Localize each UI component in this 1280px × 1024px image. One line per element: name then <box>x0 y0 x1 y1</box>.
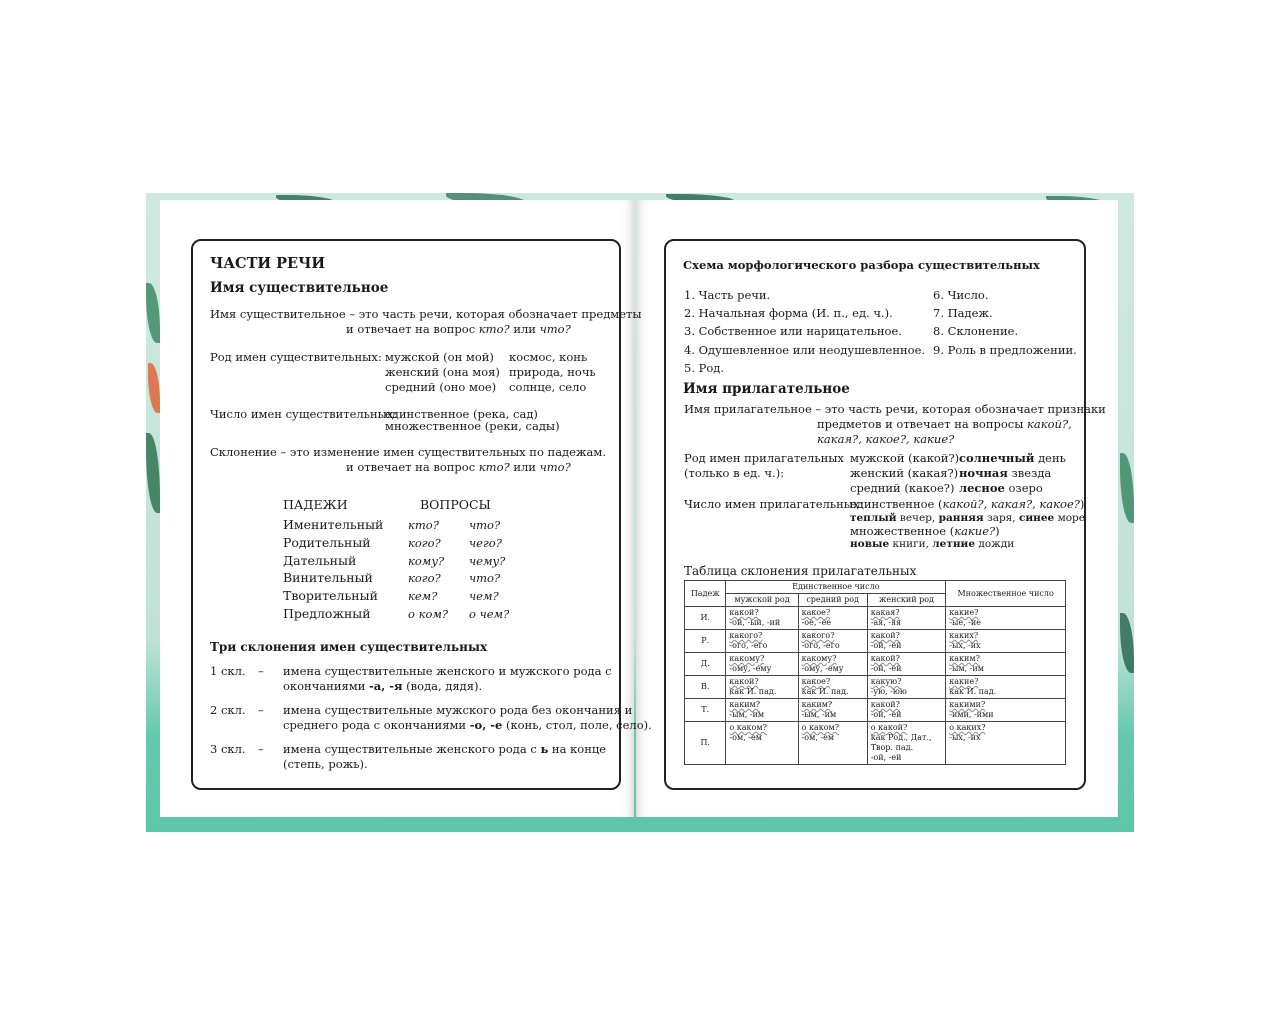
case-question: кто? <box>408 518 439 532</box>
table-cell: каким? -ым, -им <box>726 699 798 722</box>
case-name: Винительный <box>283 570 373 585</box>
case-name: Дательный <box>283 553 357 568</box>
table-subheader: женский род <box>867 594 946 607</box>
declension-text: имена существительные мужского рода без окончания и <box>283 703 633 717</box>
table-row <box>685 607 1066 630</box>
leaf-decoration <box>148 363 160 413</box>
declension-table <box>684 580 1066 765</box>
table-cell: о каком? -ом, -ем <box>798 722 867 765</box>
table-row <box>685 699 1066 722</box>
table-cell: П. <box>685 722 726 765</box>
number-label: Число имен существительных: <box>210 407 398 421</box>
table-cell: о какой? как Род., Дат., Твор. пад. -ой, -ей <box>867 722 946 765</box>
table-cell: какую? -ую, -юю <box>867 676 946 699</box>
case-name: Творительный <box>283 588 378 603</box>
case-question: что? <box>469 571 501 585</box>
declension-label: 2 скл. <box>210 703 246 717</box>
declension-dash: – <box>258 703 264 717</box>
case-question: чему? <box>469 554 506 568</box>
scheme-item: 5. Род. <box>684 361 725 375</box>
scheme-item: 6. Число. <box>933 288 989 302</box>
table-cell: Д. <box>685 653 726 676</box>
table-cell: какому? -ому, -ему <box>798 653 867 676</box>
scheme-item: 1. Часть речи. <box>684 288 771 302</box>
table-title: Таблица склонения прилагательных <box>684 564 917 578</box>
table-cell: какими? -ими, -ими <box>946 699 1066 722</box>
table-subheader: мужской род <box>726 594 798 607</box>
table-cell: какие? как И. пад. <box>946 676 1066 699</box>
table-cell: каким? -ым, -им <box>946 653 1066 676</box>
case-question: что? <box>469 518 501 532</box>
table-cell: каким? -ым, -им <box>798 699 867 722</box>
table-header: Множественное число <box>946 581 1066 607</box>
adj-gender-example: ночная звезда <box>959 466 1052 480</box>
adj-number-example: новые книги, летние дожди <box>850 538 1015 550</box>
case-name: Родительный <box>283 535 371 550</box>
table-cell: какого? -ого, -его <box>798 630 867 653</box>
adj-number-value: множественное (какие?) <box>850 524 1000 538</box>
adj-number-label: Число имен прилагательных: <box>684 497 864 511</box>
scheme-item: 2. Начальная форма (И. п., ед. ч.). <box>684 306 893 320</box>
declension-label: 3 скл. <box>210 742 246 756</box>
case-question: кем? <box>408 589 438 603</box>
page-title: ЧАСТИ РЕЧИ <box>210 255 326 272</box>
leaf-decoration <box>146 433 160 513</box>
case-name: Именительный <box>283 517 384 532</box>
table-cell: какое? -ое, -ее <box>798 607 867 630</box>
number-value: единственное (река, сад) <box>385 407 538 421</box>
table-cell: какому? -ому, -ему <box>726 653 798 676</box>
gender-example: солнце, село <box>509 380 587 394</box>
table-row <box>685 653 1066 676</box>
declension-text: окончаниями -а, -я (вода, дядя). <box>283 679 483 693</box>
table-row <box>685 630 1066 653</box>
table-cell: какой? -ой, -ый, -ий <box>726 607 798 630</box>
adj-gender-value: мужской (какой?) <box>850 451 960 465</box>
scheme-item: 7. Падеж. <box>933 306 993 320</box>
noun-definition-line2: и отвечает на вопрос кто? или что? <box>346 322 571 336</box>
table-cell: какой? -ой, -ей <box>867 653 946 676</box>
noun-heading: Имя существительное <box>210 280 389 296</box>
declension-definition-line2: и отвечает на вопрос кто? или что? <box>346 460 571 474</box>
case-question: о чем? <box>469 607 510 621</box>
case-name: Предложный <box>283 606 371 621</box>
table-cell: Р. <box>685 630 726 653</box>
gender-label: Род имен существительных: <box>210 350 382 364</box>
scheme-item: 8. Склонение. <box>933 324 1019 338</box>
case-question: чего? <box>469 536 502 550</box>
declension-text: имена существительные женского и мужского рода с <box>283 664 612 678</box>
cases-header: ПАДЕЖИ <box>283 497 348 512</box>
declension-text: среднего рода с окончаниями -о, -е (конь, стол, поле, село). <box>283 718 652 732</box>
adj-number-example: теплый вечер, ранняя заря, синее море <box>850 512 1085 524</box>
gender-value: женский (она моя) <box>385 365 500 379</box>
table-subheader: средний род <box>798 594 867 607</box>
table-cell: какие? -ые, -ие <box>946 607 1066 630</box>
adjective-definition: Имя прилагательное – это часть речи, которая обозначает признаки <box>684 402 1106 416</box>
table-cell: какая? -ая, -яя <box>867 607 946 630</box>
case-question: кого? <box>408 536 441 550</box>
case-question: кому? <box>408 554 445 568</box>
leaf-decoration <box>146 283 160 343</box>
adjective-definition-line3: какая?, какое?, какие? <box>817 432 955 446</box>
scheme-item: 3. Собственное или нарицательное. <box>684 324 902 338</box>
adj-number-value: единственное (какой?, какая?, какое?) <box>850 497 1085 511</box>
noun-definition: Имя существительное – это часть речи, которая обозначает предметы <box>210 307 642 321</box>
leaf-decoration <box>1120 453 1134 523</box>
case-question: кого? <box>408 571 441 585</box>
adj-gender-label: Род имен прилагательных <box>684 451 844 465</box>
table-cell: каких? -ых, -их <box>946 630 1066 653</box>
scheme-heading: Схема морфологического разбора существительных <box>683 258 1040 272</box>
table-row <box>685 722 1066 765</box>
declension-label: 1 скл. <box>210 664 246 678</box>
scheme-item: 4. Одушевленное или неодушевленное. <box>684 343 926 357</box>
declension-definition: Склонение – это изменение имен существительных по падежам. <box>210 445 606 459</box>
table-cell: И. <box>685 607 726 630</box>
declension-text: имена существительные женского рода с ь на конце <box>283 742 607 756</box>
adjective-heading: Имя прилагательное <box>683 381 850 397</box>
gender-example: природа, ночь <box>509 365 596 379</box>
adj-gender-label: (только в ед. ч.): <box>684 466 785 480</box>
questions-header: ВОПРОСЫ <box>420 497 491 512</box>
table-row <box>685 676 1066 699</box>
number-value: множественное (реки, сады) <box>385 419 560 433</box>
declension-text: (степь, рожь). <box>283 757 368 771</box>
three-declensions-heading: Три склонения имен существительных <box>210 640 488 654</box>
scheme-item: 9. Роль в предложении. <box>933 343 1077 357</box>
declension-dash: – <box>258 664 264 678</box>
declension-dash: – <box>258 742 264 756</box>
adj-gender-value: средний (какое?) <box>850 481 955 495</box>
gender-example: космос, конь <box>509 350 588 364</box>
adj-gender-example: лесное озеро <box>959 481 1043 495</box>
case-question: о ком? <box>408 607 449 621</box>
adj-gender-example: солнечный день <box>959 451 1066 465</box>
table-cell: о каких? -ых, -их <box>946 722 1066 765</box>
table-cell: какой? -ой, -ей <box>867 630 946 653</box>
table-cell: какого? -ого, -его <box>726 630 798 653</box>
adjective-definition-line2: предметов и отвечает на вопросы какой?, <box>817 417 1072 431</box>
table-cell: В. <box>685 676 726 699</box>
table-cell: о каком? -ом, -ем <box>726 722 798 765</box>
case-question: чем? <box>469 589 499 603</box>
leaf-decoration <box>1120 613 1134 673</box>
adj-gender-value: женский (какая?) <box>850 466 959 480</box>
table-cell: Т. <box>685 699 726 722</box>
gender-value: средний (оно мое) <box>385 380 497 394</box>
table-cell: какое? как И. пад. <box>798 676 867 699</box>
gender-value: мужской (он мой) <box>385 350 494 364</box>
table-header: Единственное число <box>726 581 946 594</box>
table-cell: какой? как И. пад. <box>726 676 798 699</box>
table-header: Падеж <box>685 581 726 607</box>
table-cell: какой? -ой, -ей <box>867 699 946 722</box>
